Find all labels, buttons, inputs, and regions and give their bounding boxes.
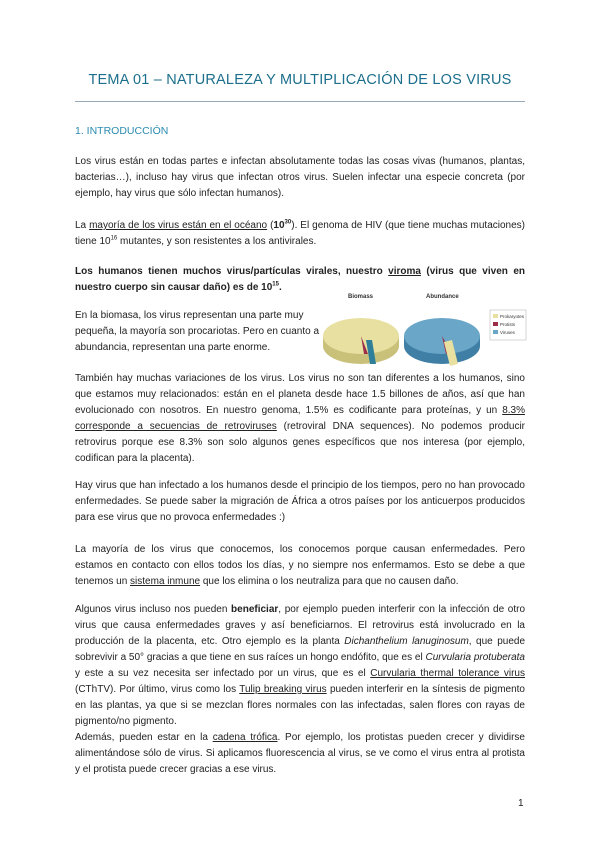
legend-swatch-protists bbox=[493, 322, 498, 326]
legend-swatch-viruses bbox=[493, 330, 498, 334]
legend-viruses: Viruses bbox=[500, 330, 515, 335]
paragraph-trophic: Además, pueden estar en la cadena trófica. Por ejemplo, los protistas pueden crecer y dividirse alimentándose sólo de virus. Si aplicamos fluorescencia al virus, se ve como el virus entra al protista y el protista puede crecer gracias a ese virus. bbox=[75, 732, 525, 775]
paragraph-benefits: Algunos virus incluso nos pueden beneficiar, por ejemplo pueden interferir con la infección de otro virus que causa enfermedades graves y así beneficiarnos. El retrovirus está involucrado en la producción de la placenta, etc. Otro ejemplo es la planta Dichanthelium lanuginosum, que puede sobrevivir a 50° gracias a que tiene en sus raíces un hongo endófito, que es el Curvularia protuberata y este a su vez necesita ser infectado por un virus, que es el Curvularia thermal tolerance virus (CThTV). Por último, virus como los Tulip breaking virus pueden interferir en la síntesis de pigmento en las plantas, ya que si se mezclan flores normales con las infectadas, salen flores con rayas de pigmento/no pigmento. bbox=[75, 604, 526, 727]
paragraph-viroma: Los humanos tienen muchos virus/partículas virales, nuestro viroma (virus que viven en nuestro cuerpo sin causar daño) es de $10^{15}$. bbox=[75, 266, 525, 293]
legend-prokaryotes: Prokaryotes bbox=[500, 314, 525, 319]
legend-swatch-prokaryotes bbox=[493, 314, 498, 318]
page-title: TEMA 01 – NATURALEZA Y MULTIPLICACIÓN DE LOS VIRUS bbox=[88, 72, 512, 88]
page-number: 1 bbox=[518, 798, 524, 809]
chart-title-biomass: Biomass bbox=[348, 294, 374, 300]
paragraph-intro: Los virus están en todas partes e infectan absolutamente todas las cosas vivas (humanos, plantas, bacterias…), incluso hay virus que infectan otros virus. Suelen infectar una especie concreta (por ejemplo, hay virus que sólo infectan humanos). bbox=[75, 156, 525, 199]
paragraph-immune: La mayoría de los virus que conocemos, los conocemos porque causan enfermedades. Pero estamos en contacto con ellos todos los días, y no siempre nos enfermamos. Esto se debe a que tenemos un sistema inmune que los elimina o los neutraliza para que no causen daño. bbox=[75, 544, 525, 587]
paragraph-variations: También hay muchas variaciones de los virus. Los virus no son tan diferentes a los humanos, sino que estamos muy relacionados: están en el planeta desde hace 1.5 billones de años, así que han evolucionado con nosotros. En nuestro genoma, 1.5% es codificante para proteínas, y un 8.3% corresponde a secuencias de retroviruses (retroviral DNA sequences). No podemos producir retrovirus porque ese 8.3% son solo algunos genes específicos que nos interesa (por ejemplo, codifican para la placenta). bbox=[75, 373, 526, 464]
pie-biomass bbox=[323, 318, 399, 364]
biomass-abundance-chart bbox=[318, 288, 528, 376]
paragraph-biomass: En la biomasa, los virus representan una parte muy pequeña, la mayoría son procariotas. Pero en cuanto a abundancia, representan una parte enorme. bbox=[75, 310, 320, 353]
chart-title-abundance: Abundance bbox=[426, 294, 459, 300]
title-divider bbox=[75, 101, 525, 102]
legend-protists: Protists bbox=[500, 322, 516, 327]
section-heading: 1. INTRODUCCIÓN bbox=[75, 125, 169, 137]
paragraph-history: Hay virus que han infectado a los humanos desde el principio de los tiempos, pero no han provocado enfermedades. Se puede saber la migración de África a otros países por los anticuerpos producidos para ese virus que no provoca enfermedades :) bbox=[75, 480, 525, 523]
paragraph-ocean: La mayoría de los virus están en el océano $(10^{30})$. El genoma de HIV (que tiene muchas mutaciones) tiene $10^{16}$ mutantes, y son resistentes a los antivirales. bbox=[75, 219, 526, 247]
pie-abundance bbox=[404, 318, 480, 366]
chart-legend bbox=[490, 310, 526, 340]
